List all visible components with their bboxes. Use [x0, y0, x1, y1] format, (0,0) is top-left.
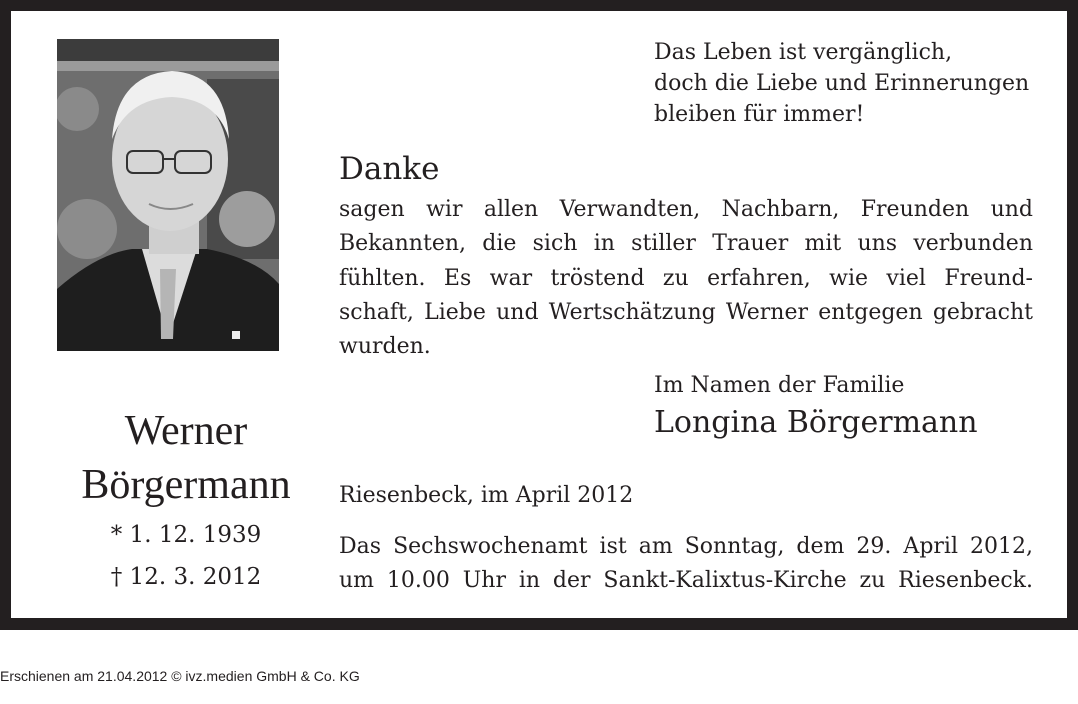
notice-card — [11, 11, 1067, 618]
birth-date: * 1. 12. 1939 — [110, 522, 262, 548]
thanks-body-line: fühlten. Es war tröstend zu erfahren, wie viel Freund- — [339, 266, 1033, 291]
thanks-body-line: wurden. — [339, 334, 431, 359]
thanks-body-line: schaft, Liebe und Wertschätzung Werner entgegen gebracht — [339, 300, 1033, 325]
quote-line: bleiben für immer! — [654, 102, 865, 127]
deceased-last-name: Börgermann — [81, 462, 291, 508]
thanks-body-line: Bekannten, die sich in stiller Trauer mit uns verbunden — [339, 231, 1033, 256]
thanks-body-line: sagen wir allen Verwandten, Nachbarn, Freunden und — [339, 197, 1033, 222]
thanks-heading: Danke — [339, 151, 440, 187]
quote-line: Das Leben ist vergänglich, — [654, 40, 953, 65]
family-signature: Longina Börgermann — [654, 405, 978, 440]
family-intro: Im Namen der Familie — [654, 373, 905, 398]
memorial-quote — [654, 37, 1029, 130]
publication-credit: Erschienen am 21.04.2012 © ivz.medien GmbH & Co. KG — [0, 668, 360, 684]
quote-line: doch die Liebe und Erinnerungen — [654, 71, 1030, 96]
portrait-illustration — [57, 39, 279, 351]
service-notice-line: Das Sechswochenamt ist am Sonntag, dem 29. April 2012, — [339, 534, 1033, 559]
place-and-date: Riesenbeck, im April 2012 — [339, 483, 634, 508]
death-date: † 12. 3. 2012 — [110, 564, 262, 590]
deceased-first-name: Werner — [124, 408, 248, 454]
portrait-photo — [57, 39, 279, 351]
service-notice-line: um 10.00 Uhr in der Sankt-Kalixtus-Kirche zu Riesenbeck. — [339, 568, 1033, 593]
